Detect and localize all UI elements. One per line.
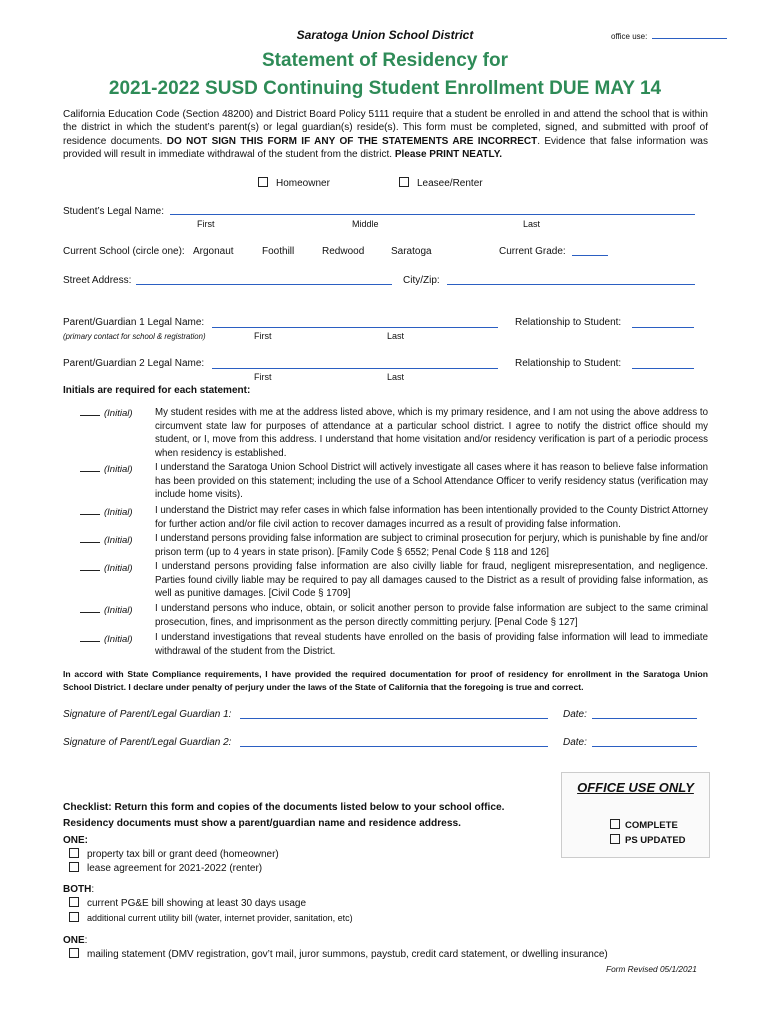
office-use-box (561, 772, 710, 858)
checklist-item-label: mailing statement (DMV registration, gov’t mail, juror summons, paystub, credit card statement, or dwelling insurance) (87, 949, 608, 960)
statement-4: I understand persons providing false information are subject to criminal prosecution for perjury, which is punishable by fine and/or prison term (up to 4 years in state prison). [Family Code § 6552; Penal Code § 118 and 126] (155, 533, 708, 558)
initial-label: (Initial) (104, 408, 133, 419)
guardian1-first-caption: First (254, 331, 272, 341)
date1-label: Date: (563, 709, 587, 720)
current-grade-field[interactable] (572, 255, 608, 256)
initial-field-5[interactable] (80, 563, 133, 574)
date2-label: Date: (563, 737, 587, 748)
guardian1-relationship-label: Relationship to Student: (515, 317, 622, 328)
statement-6: I understand persons who induce, obtain, or solicit another person to provide false information are subject to the same criminal prosecution, fines, and imprisonment as the person directly committing perjury. [Penal Code § 127] (155, 603, 708, 628)
intro-warning: DO NOT SIGN THIS FORM IF ANY OF THE STATEMENTS ARE INCORRECT (166, 135, 538, 147)
ps-updated-label: PS UPDATED (625, 835, 686, 846)
guardian2-relationship-label: Relationship to Student: (515, 358, 622, 369)
guardian1-name-label: Parent/Guardian 1 Legal Name: (63, 317, 205, 328)
guardian1-name-field[interactable] (212, 327, 498, 328)
intro-text: California Education Code (Section 48200) and District Board Policy 5111 require that a student be enrolled in and attend the school that is within the district in which the student’s parent(s) or legal guardian(s) reside(s). This form must be completed, signed, and submitted with proof of residence documents. (63, 109, 708, 147)
statement-3: I understand the District may refer cases in which false information has been intentionally provided to the County District Attorney for further action and/or file civil action to recover damages incurred as a result of providing false information. (155, 505, 708, 530)
guardian2-name-field[interactable] (212, 368, 498, 369)
intro-paragraph (63, 108, 708, 162)
checklist-line2: Residency documents must show a parent/guardian name and residence address. (63, 818, 461, 829)
checklist-item-label: current PG&E bill showing at least 30 days usage (87, 898, 307, 909)
office-use-title: OFFICE USE ONLY (577, 780, 694, 795)
both-label: BOTH (63, 884, 92, 895)
checklist-item[interactable] (69, 948, 608, 961)
page-title: Statement of Residency for (262, 50, 508, 71)
student-name-label: Student’s Legal Name: (63, 206, 164, 217)
date2-field[interactable] (592, 746, 697, 747)
initial-label: (Initial) (104, 563, 133, 574)
checklist-checkbox[interactable] (69, 848, 79, 858)
signature2-label: Signature of Parent/Legal Guardian 2: (63, 737, 232, 748)
school-option-foothill[interactable]: Foothill (262, 246, 295, 257)
checklist-item[interactable] (69, 897, 306, 910)
signature1-label: Signature of Parent/Legal Guardian 1: (63, 709, 232, 720)
homeowner-checkbox[interactable] (258, 177, 268, 187)
compliance-statement: In accord with State Compliance requirements, I have provided the required documentation for proof of residency for enrollment in the Saratoga Union School District. I declare under penalty of perjury under the laws of the State of California that the foregoing is true and correct. (63, 669, 708, 692)
complete-option[interactable] (610, 819, 678, 831)
renter-label: Leasee/Renter (417, 178, 483, 189)
initials-heading: Initials are required for each statement: (63, 385, 251, 396)
student-last-caption: Last (523, 219, 541, 229)
school-option-argonaut[interactable]: Argonaut (193, 246, 234, 257)
one2-label: ONE (63, 935, 85, 946)
checklist-checkbox[interactable] (69, 897, 79, 907)
checklist-checkbox[interactable] (69, 948, 79, 958)
statement-5: I understand persons providing false information are also civilly liable for fraud, negligent misrepresentation, and negligence. Parties found civilly liable may be required to pay all damages caused to the District as a result of providing false information, as well as punitive damages. [Civil Code § 1709] (155, 561, 708, 600)
statement-2: I understand the Saratoga Union School District will actively investigate all cases where it has reason to believe false information has been provided on this statement; including the use of a School Attendance Officer to verify residency status (verification may include home visits). (155, 462, 708, 501)
date1-field[interactable] (592, 718, 697, 719)
checklist-line1: Checklist: Return this form and copies of the documents listed below to your school office. (63, 802, 505, 813)
guardian1-relationship-field[interactable] (632, 327, 694, 328)
initial-field-7[interactable] (80, 634, 133, 645)
intro-print-neatly: Please PRINT NEATLY. (394, 149, 503, 161)
checklist-both-label: BOTH: (63, 884, 95, 895)
ps-updated-checkbox[interactable] (610, 834, 620, 844)
renter-option[interactable] (399, 177, 483, 190)
guardian1-note: (primary contact for school & registration) (63, 332, 206, 341)
current-grade-label: Current Grade: (499, 246, 566, 257)
homeowner-label: Homeowner (276, 178, 330, 189)
checklist-one2-label: ONE: (63, 935, 88, 946)
guardian1-last-caption: Last (387, 331, 405, 341)
guardian2-relationship-field[interactable] (632, 368, 694, 369)
city-zip-field[interactable] (447, 284, 695, 285)
initial-field-2[interactable] (80, 464, 133, 475)
guardian2-last-caption: Last (387, 372, 405, 382)
intro-text-2: . Evidence that false information was provided will result in immediate withdrawal of the student from the district. (63, 135, 708, 161)
checklist-checkbox[interactable] (69, 912, 79, 922)
checklist-item-label: lease agreement for 2021-2022 (renter) (87, 863, 263, 874)
initial-label: (Initial) (104, 634, 133, 645)
initial-field-1[interactable] (80, 408, 133, 419)
homeowner-option[interactable] (258, 177, 330, 190)
initial-label: (Initial) (104, 464, 133, 475)
ps-updated-option[interactable] (610, 834, 686, 846)
school-option-saratoga[interactable]: Saratoga (391, 246, 432, 257)
initial-field-4[interactable] (80, 535, 133, 546)
checklist-one-label: ONE: (63, 835, 88, 846)
initial-label: (Initial) (104, 605, 133, 616)
checklist-item[interactable] (69, 862, 262, 875)
signature2-field[interactable] (240, 746, 548, 747)
page-subtitle: 2021-2022 SUSD Continuing Student Enrollment DUE MAY 14 (108, 78, 662, 99)
initial-label: (Initial) (104, 535, 133, 546)
checklist-item-label: property tax bill or grant deed (homeowner) (87, 849, 279, 860)
statement-1: My student resides with me at the address listed above, which is my primary residence, and I am not using the above address to circumvent state law for purposes of attendance at a particular school district. I agree to notify the district office should my student, or I, move from this address. I understand that home visitation and/or residency verification is part of a periodic process when residency is established. (155, 407, 708, 459)
checklist-item-label: additional current utility bill (water, internet provider, sanitation, etc) (87, 913, 353, 923)
student-middle-caption: Middle (352, 219, 379, 229)
guardian2-first-caption: First (254, 372, 272, 382)
checklist-item[interactable] (69, 848, 279, 861)
office-use-label: office use: (611, 32, 648, 41)
form-revised-footer: Form Revised 05/1/2021 (606, 964, 697, 974)
checklist-item[interactable] (69, 912, 353, 923)
office-use-field[interactable] (652, 38, 727, 39)
checklist-checkbox[interactable] (69, 862, 79, 872)
complete-label: COMPLETE (625, 820, 678, 831)
initial-label: (Initial) (104, 507, 133, 518)
renter-checkbox[interactable] (399, 177, 409, 187)
signature1-field[interactable] (240, 718, 548, 719)
complete-checkbox[interactable] (610, 819, 620, 829)
current-school-label: Current School (circle one): (63, 246, 185, 257)
initial-field-3[interactable] (80, 507, 133, 518)
street-address-label: Street Address: (63, 275, 132, 286)
street-address-field[interactable] (136, 284, 392, 285)
district-name: Saratoga Union School District (296, 28, 474, 42)
city-zip-label: City/Zip: (403, 275, 440, 286)
guardian2-name-label: Parent/Guardian 2 Legal Name: (63, 358, 205, 369)
student-name-field[interactable] (170, 214, 695, 215)
initial-field-6[interactable] (80, 605, 133, 616)
school-option-redwood[interactable]: Redwood (322, 246, 365, 257)
student-first-caption: First (197, 219, 215, 229)
statement-7: I understand investigations that reveal students have enrolled on the basis of providing false information will lead to immediate withdrawal of the student from the District. (155, 632, 708, 657)
